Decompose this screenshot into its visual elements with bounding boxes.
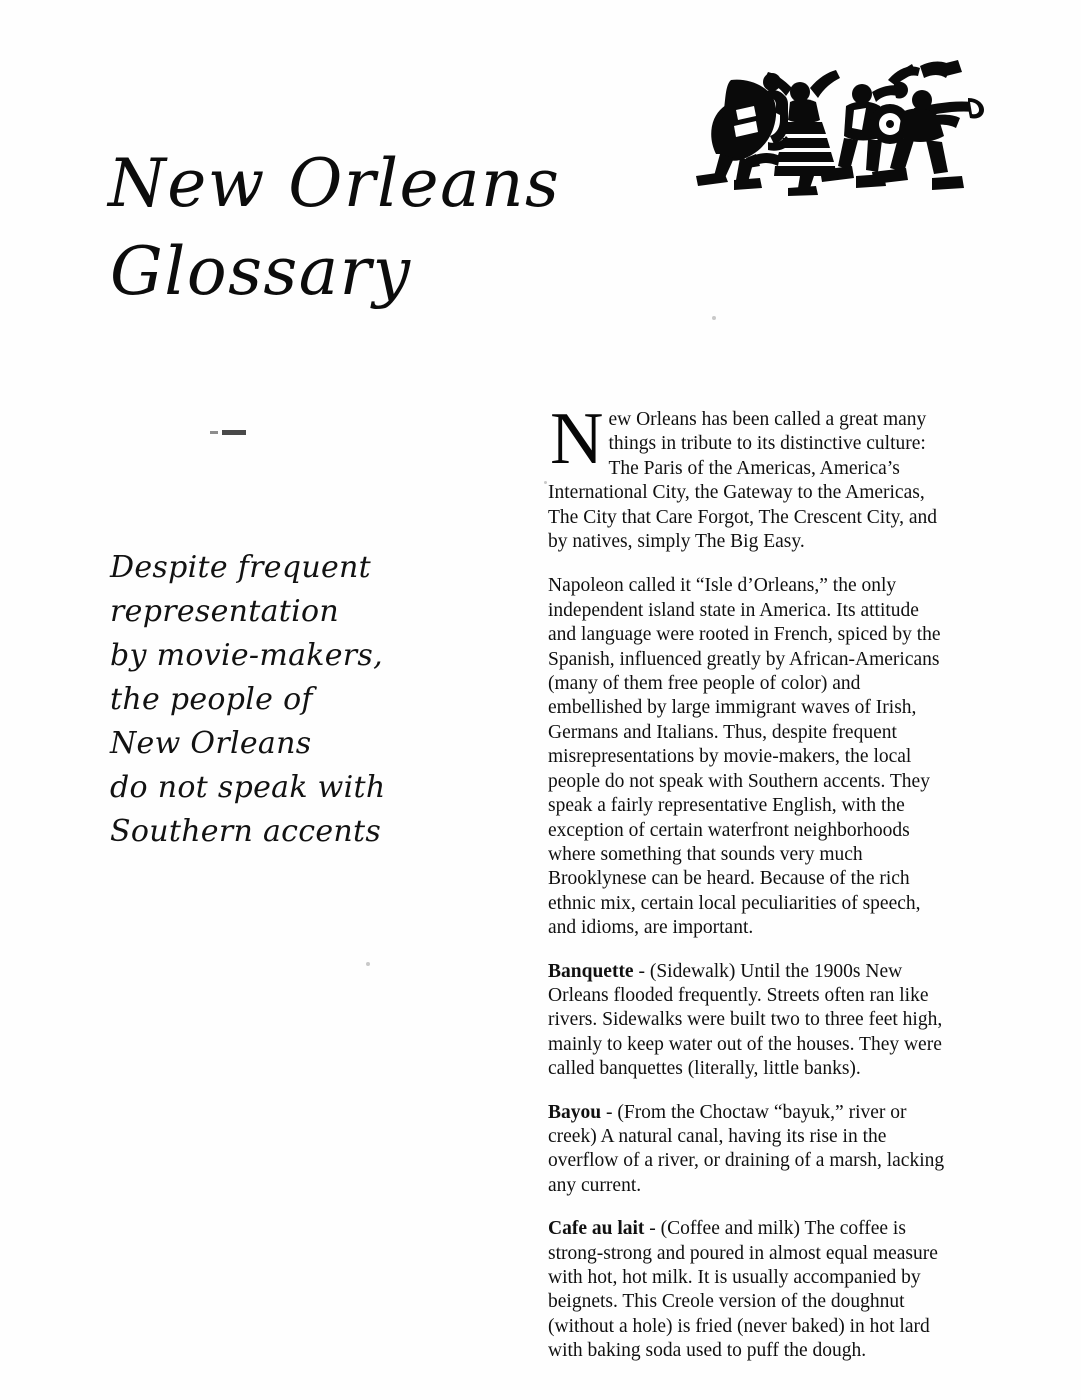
pull-quote-line: representation <box>110 594 340 629</box>
glossary-term: Bayou <box>548 1101 602 1123</box>
scan-speck <box>712 316 716 320</box>
glossary-definition: - (From the Choctaw “bayuk,” river or creek) A natural canal, having its rise in the overflow of a river, or draining of a marsh, lacking any current. <box>548 1101 945 1196</box>
intro-paragraph <box>548 398 948 554</box>
pull-quote <box>110 546 510 854</box>
intro-paragraph-text: ew Orleans has been called a great many things in tribute to its distinctive culture: The Paris of the Americas, America’s International City, the Gateway to the Americas, The City that Care Forgot, The Crescent City, and by natives, simply The Big Easy. <box>548 409 938 553</box>
glossary-definition: - (Sidewalk) Until the 1900s New Orleans flooded frequently. Streets often ran like rivers. Sidewalks were built two to three feet high, mainly to keep water out of the houses. They were called banquettes (literally, little banks). <box>548 960 943 1080</box>
title-line-2: Glossary <box>110 233 412 310</box>
body-text-column <box>548 398 948 1364</box>
glossary-term: Cafe au lait <box>548 1218 645 1240</box>
glossary-entry <box>548 1101 948 1199</box>
document-title <box>108 140 628 316</box>
body-paragraph-text: Napoleon called it “Isle d’Orleans,” the only independent island state in America. Its attitude and language were rooted in French, spiced by the Spanish, influenced greatly by African-Americans (many of them free people of color) and embellished by large immigrant waves of Irish, Germans and Italians. Thus, despite frequent misrepresentations by movie-makers, the local people do not speak with Southern accents. They speak a fairly representative English, with the exception of certain waterfront neighborhoods where something that sounds very much Brooklynese can be heard. Because of the rich ethnic mix, certain local peculiarities of speech, and idioms, are important. <box>548 575 941 939</box>
pull-quote-line: by movie-makers, <box>110 638 383 673</box>
jazz-band-silhouette-illustration <box>676 58 988 198</box>
dash-rule-mark <box>222 430 246 435</box>
glossary-term: Banquette <box>548 960 634 982</box>
glossary-definition: - (Coffee and milk) The coffee is strong-strong and poured in almost equal measure with hot, hot milk. It is usually accompanied by beignets. This Creole version of the doughnut (without a hole) is fried (never baked) in hot lard with baking soda used to puff the dough. <box>548 1218 938 1362</box>
body-paragraph <box>548 574 948 940</box>
scan-speck <box>544 481 547 484</box>
pull-quote-line: Despite frequent <box>110 550 372 585</box>
drop-cap-letter: N <box>550 398 604 480</box>
title-line-1: New Orleans <box>108 145 561 222</box>
pull-quote-line: New Orleans <box>110 726 312 761</box>
glossary-entry <box>548 1217 948 1363</box>
scan-speck <box>366 962 370 966</box>
pull-quote-line: Southern accents <box>110 814 382 849</box>
pull-quote-line: the people of <box>110 682 313 717</box>
pull-quote-line: do not speak with <box>110 770 386 805</box>
glossary-entry <box>548 960 948 1082</box>
